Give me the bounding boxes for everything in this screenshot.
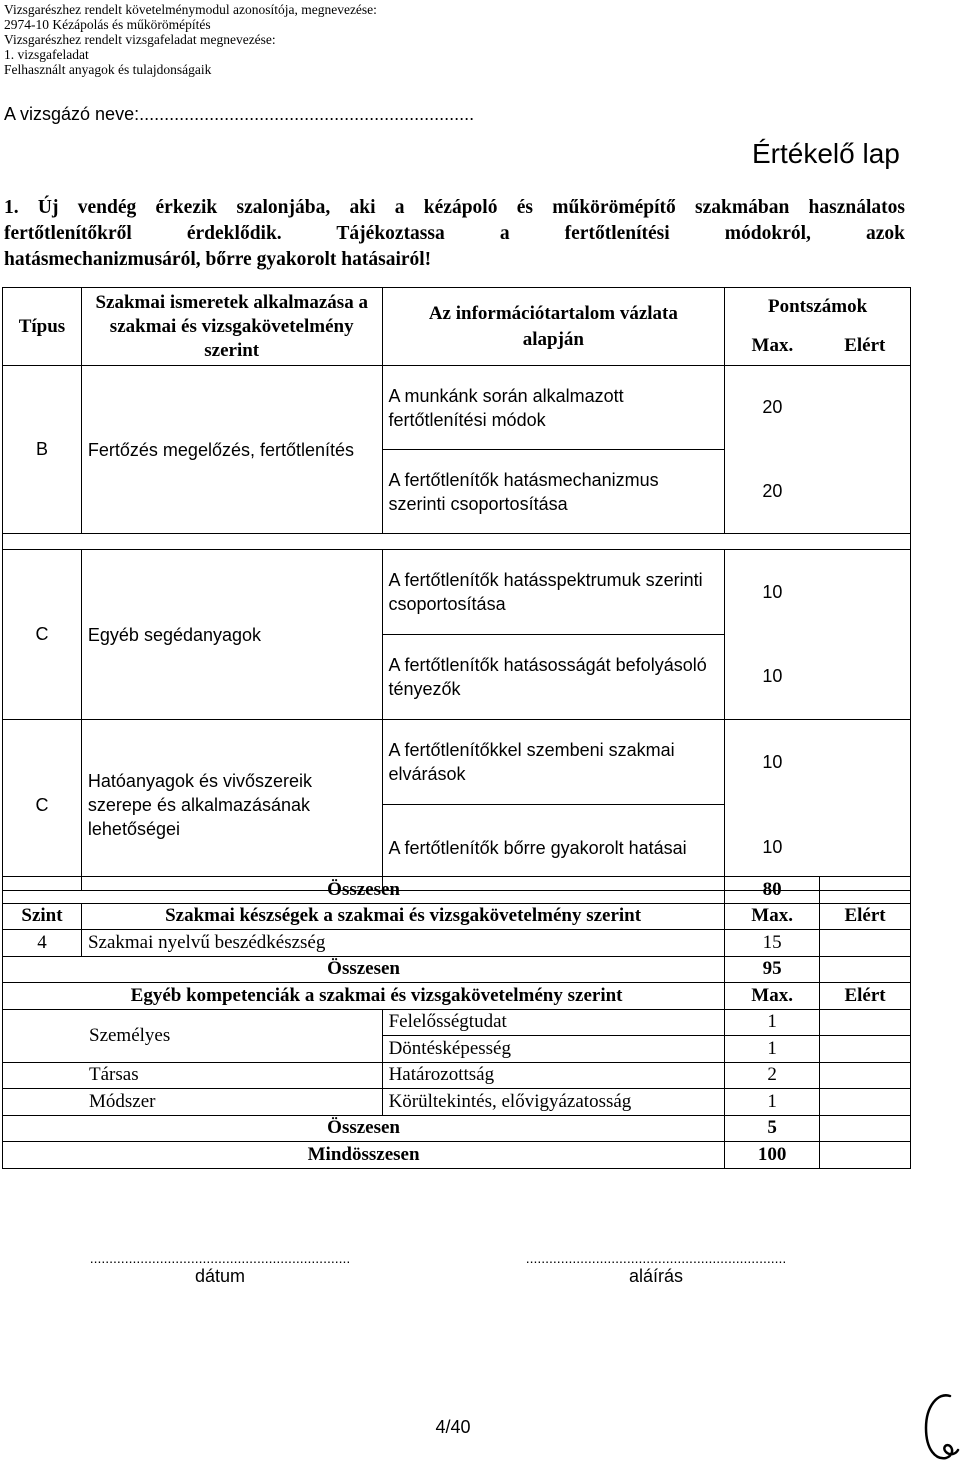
group-type: C	[3, 720, 82, 891]
task-line: fertőtlenítőkről érdeklődik. Tájékoztassa a fertőtlenítési módokról, azok	[4, 223, 905, 244]
item-max: 20	[725, 450, 820, 534]
document-header	[4, 2, 377, 77]
summary-table	[2, 876, 911, 1169]
competency-max: 1	[725, 1036, 820, 1063]
item-max: 10	[725, 720, 820, 805]
header-line: 2974-10 Kézápolás és műkörömépítés	[4, 17, 211, 32]
item-text	[382, 450, 725, 534]
signature-block	[524, 1250, 788, 1287]
evaluation-table	[2, 287, 911, 891]
competency-max: 1	[725, 1009, 820, 1036]
item-achieved	[820, 635, 911, 720]
task-description	[4, 195, 905, 273]
competency-group: Személyes	[3, 1009, 383, 1062]
header-outline: Az információtartalom vázlata alapján	[382, 288, 725, 366]
group-topic	[81, 720, 382, 891]
header-points: Pontszámok	[725, 288, 911, 327]
header-line: Felhasznált anyagok és tulajdonságaik	[4, 62, 212, 77]
competency-achieved	[820, 1009, 911, 1036]
skill-level: 4	[3, 930, 82, 957]
competency-name: Körültekintés, elővigyázatosság	[382, 1089, 725, 1116]
item-text-value: A fertőtlenítőkkel szembeni szakmai elvárások	[388, 740, 675, 784]
header-max: Max.	[725, 327, 820, 366]
grand-total-achieved	[820, 1142, 911, 1169]
group-topic-text: Egyéb segédanyagok	[87, 624, 262, 645]
total-value: 95	[725, 956, 820, 983]
header-line: Vizsgarészhez rendelt vizsgafeladat megnevezése:	[4, 32, 276, 47]
total-label: Összesen	[3, 1115, 725, 1142]
competency-achieved	[820, 1089, 911, 1116]
group-topic-text: Fertőzés megelőzés, fertőtlenítés	[87, 439, 355, 460]
skill-name: Szakmai nyelvű beszédkészség	[81, 930, 724, 957]
group-topic	[81, 366, 382, 534]
competency-achieved	[820, 1036, 911, 1063]
item-text	[382, 720, 725, 805]
item-text	[382, 635, 725, 720]
header-achieved: Elért	[820, 327, 911, 366]
signature-label: aláírás	[628, 1266, 684, 1286]
group-type: C	[3, 550, 82, 720]
item-text-value: A fertőtlenítők hatásmechanizmus szerinti csoportosítása	[388, 469, 659, 514]
task-line: 1. Új vendég érkezik szalonjába, aki a kézápoló és műkörömépítő szakmában használatos	[4, 197, 905, 218]
item-achieved	[820, 366, 911, 450]
grand-total-label: Mindösszesen	[3, 1142, 725, 1169]
date-label: dátum	[194, 1266, 246, 1286]
total-value: 5	[725, 1115, 820, 1142]
skills-level-header: Szint	[3, 903, 82, 930]
item-text-value: A fertőtlenítők hatásspektrumuk szerinti csoportosítása	[388, 570, 703, 614]
competency-max: 1	[725, 1089, 820, 1116]
competency-group: Társas	[3, 1062, 383, 1089]
competency-max: 2	[725, 1062, 820, 1089]
total-label: Összesen	[3, 877, 725, 904]
competencies-achieved-header: Elért	[820, 983, 911, 1010]
total-label: Összesen	[3, 956, 725, 983]
page-number: 4/40	[435, 1417, 471, 1437]
group-topic-text: Hatóanyagok és vivőszereik szerepe és alkalmazásának lehetőségei	[87, 771, 313, 839]
header-line: Vizsgarészhez rendelt követelménymodul azonosítója, megnevezése:	[4, 2, 377, 17]
grand-total-value: 100	[725, 1142, 820, 1169]
total-achieved	[820, 1115, 911, 1142]
competency-achieved	[820, 1062, 911, 1089]
item-text-value: A munkánk során alkalmazott fertőtlenítési módok	[388, 385, 624, 430]
signature-dots: ...................................................................	[525, 1250, 787, 1266]
item-text-value: A fertőtlenítők hatásosságát befolyásoló tényezők	[388, 655, 707, 699]
item-text	[382, 366, 725, 450]
item-text	[382, 550, 725, 635]
competency-group: Módszer	[3, 1089, 383, 1116]
item-achieved	[820, 720, 911, 805]
competencies-title-header: Egyéb kompetenciák a szakmai és vizsgakövetelmény szerint	[3, 983, 725, 1010]
candidate-name-line: A vizsgázó neve:...................................................................	[4, 104, 475, 124]
header-knowledge: Szakmai ismeretek alkalmazása a szakmai és vizsgakövetelmény szerint	[81, 288, 382, 366]
skill-max: 15	[725, 930, 820, 957]
spacer-row	[3, 534, 911, 550]
total-value: 80	[725, 877, 820, 904]
skill-achieved	[820, 930, 911, 957]
group-type: B	[3, 366, 82, 534]
group-topic	[81, 550, 382, 720]
skills-title-header: Szakmai készségek a szakmai és vizsgakövetelmény szerint	[81, 903, 724, 930]
competency-name: Döntésképesség	[382, 1036, 725, 1063]
date-signature-block	[86, 1250, 354, 1287]
total-achieved	[820, 877, 911, 904]
item-max: 10	[725, 635, 820, 720]
item-achieved	[820, 550, 911, 635]
item-text-value: A fertőtlenítők bőrre gyakorolt hatásai	[388, 837, 687, 858]
header-line: 1. vizsgafeladat	[4, 47, 89, 62]
item-achieved	[820, 450, 911, 534]
item-max: 10	[725, 805, 820, 891]
competency-name: Felelősségtudat	[382, 1009, 725, 1036]
competencies-max-header: Max.	[725, 983, 820, 1010]
header-type: Típus	[3, 288, 82, 366]
skills-achieved-header: Elért	[820, 903, 911, 930]
item-max: 20	[725, 366, 820, 450]
item-max: 10	[725, 550, 820, 635]
handwritten-mark-icon	[920, 1388, 960, 1463]
page-title-wrap	[0, 138, 906, 170]
competency-name: Határozottság	[382, 1062, 725, 1089]
page-title: Értékelő lap	[752, 138, 900, 169]
task-line: hatásmechanizmusáról, bőrre gyakorolt hatásairól!	[4, 249, 432, 270]
total-achieved	[820, 956, 911, 983]
skills-max-header: Max.	[725, 903, 820, 930]
date-dots: ...................................................................	[89, 1250, 351, 1266]
